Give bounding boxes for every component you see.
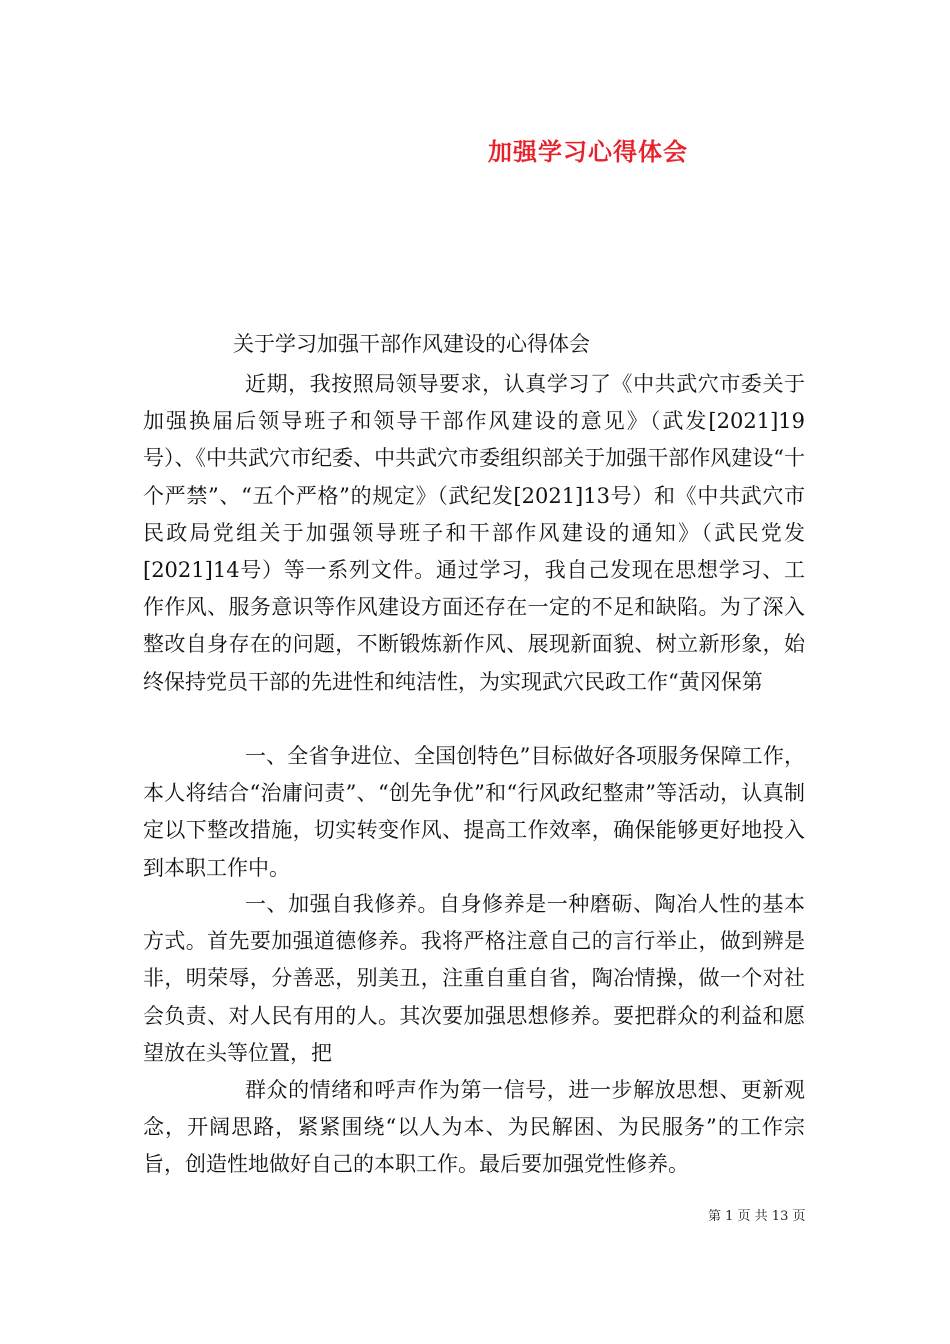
- page-number: 第 1 页 共 13 页: [708, 1209, 806, 1224]
- paragraph-goal: 一、全省争进位、全国创特色”目标做好各项服务保障工作，本人将结合“治庸问责”、“创先争优”和“行风政纪整肃”等活动，认真制定以下整改措施，切实转变作风、提高工作效率，确保能够更好地投入到本职工作中。: [143, 744, 805, 880]
- document-subtitle: 关于学习加强干部作风建设的心得体会: [233, 332, 590, 356]
- paragraph-continuation: 群众的情绪和呼声作为第一信号，进一步解放思想、更新观念，开阔思路，紧紧围绕“以人为本、为民解困、为民服务”的工作宗旨，创造性地做好自己的本职工作。最后要加强党性修养。: [143, 1078, 805, 1177]
- document-title: 加强学习心得体会: [488, 137, 688, 166]
- paragraph-intro: 近期，我按照局领导要求，认真学习了《中共武穴市委关于加强换届后领导班子和领导干部作风建设的意见》（武发[2021]19号）、《中共武穴市纪委、中共武穴市委组织部关于加强干部作风建设“十个严禁”、“五个严格”的规定》（武纪发[2021]13号）和《中共武穴市民政局党组关于加强领导班子和干部作风建设的通知》（武民党发[2021]14号）等一系列文件。通过学习，我自己发现在思想学习、工作作风、服务意识等作风建设方面还存在一定的不足和缺陷。为了深入整改自身存在的问题，不断锻炼新作风、展现新面貌、树立新形象，始终保持党员干部的先进性和纯洁性，为实现武穴民政工作“黄冈保第: [143, 372, 805, 694]
- paragraph-self-cultivation: 一、加强自我修养。自身修养是一种磨砺、陶冶人性的基本方式。首先要加强道德修养。我将严格注意自己的言行举止，做到辨是非，明荣辱，分善恶，别美丑，注重自重自省，陶冶情操，做一个对社会负责、对人民有用的人。其次要加强思想修养。要把群众的利益和愿望放在头等位置，把: [143, 892, 805, 1065]
